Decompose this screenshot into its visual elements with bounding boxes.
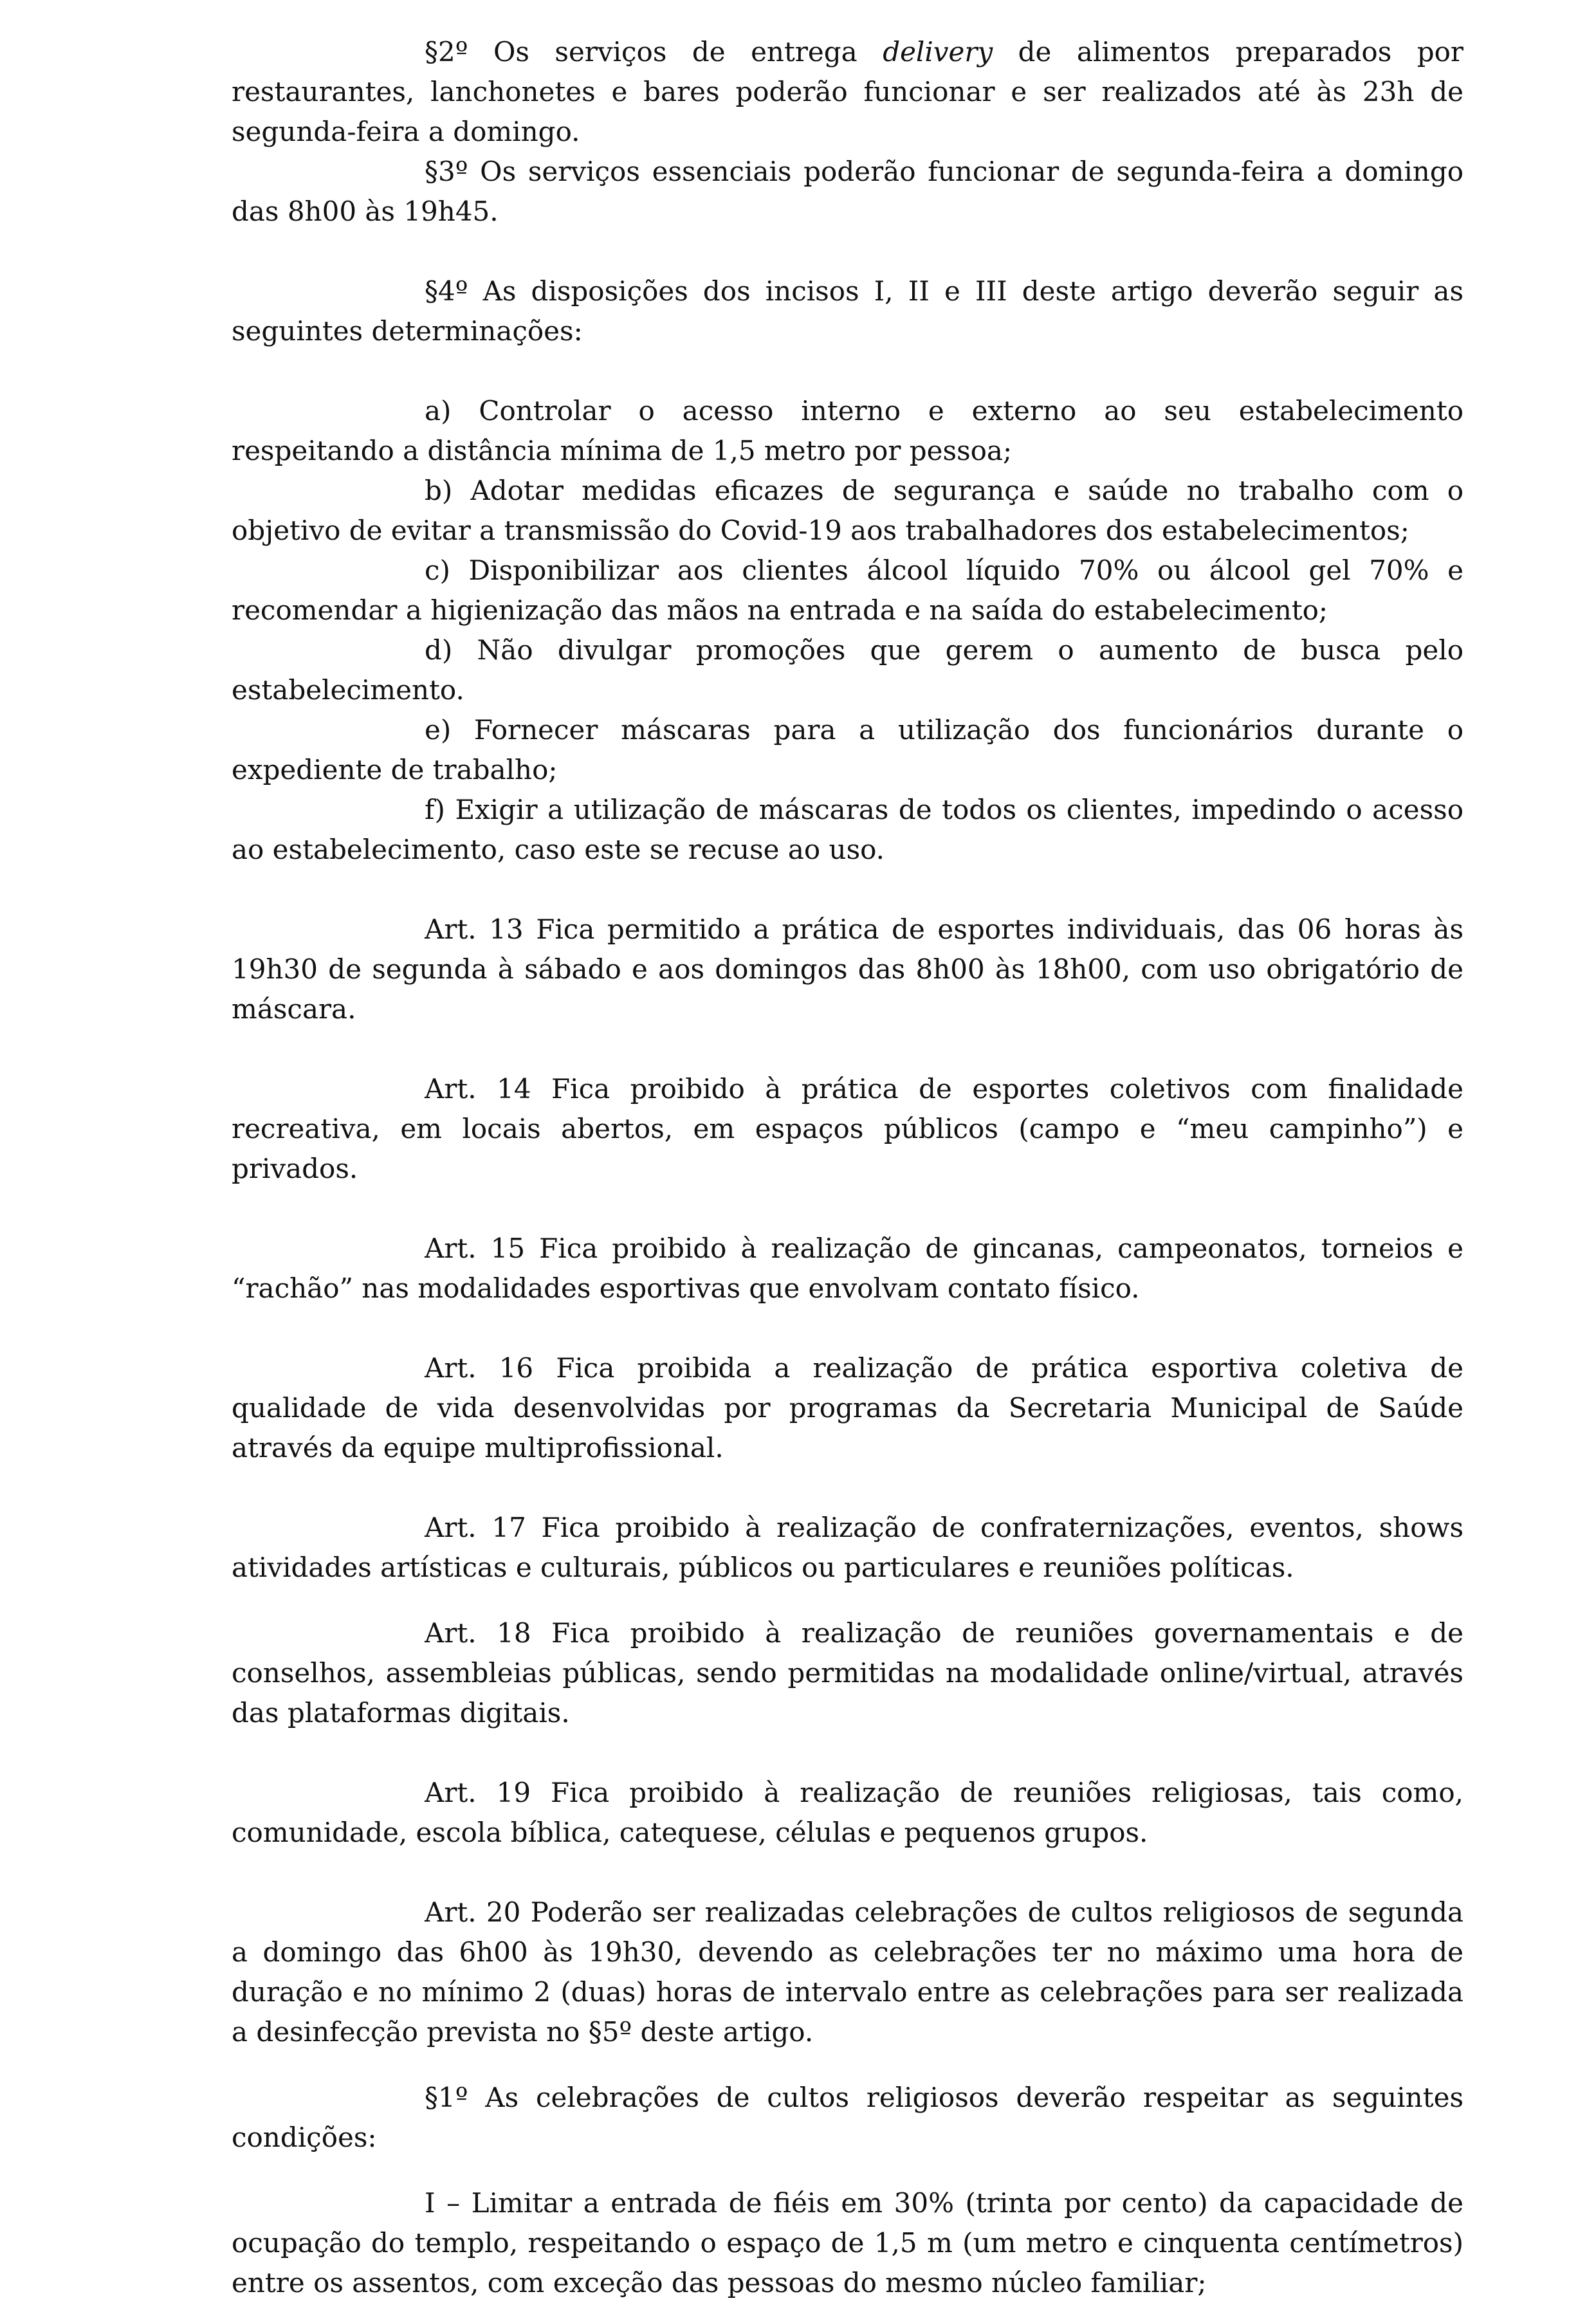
paragraph-3: §3º Os serviços essenciais poderão funcionar de segunda-feira a domingo das 8h00 às 19h45. [232,156,1463,227]
item-a: a) Controlar o acesso interno e externo ao seu estabelecimento respeitando a distância mínima de 1,5 metro por pessoa; [232,395,1463,466]
article-14: Art. 14 Fica proibido à prática de esportes coletivos com finalidade recreativa, em locais abertos, em espaços públicos (campo e “meu campinho”) e privados. [232,1073,1463,1184]
article-13: Art. 13 Fica permitido a prática de esportes individuais, das 06 horas às 19h30 de segunda à sábado e aos domingos das 8h00 às 18h00, com uso obrigatório de máscara. [232,913,1463,1025]
article-15: Art. 15 Fica proibido à realização de gincanas, campeonatos, torneios e “rachão” nas modalidades esportivas que envolvam contato físico. [232,1233,1463,1304]
document-page [232,32,1463,2303]
paragraph-2 [232,32,1463,152]
article-20: Art. 20 Poderão ser realizadas celebrações de cultos religiosos de segunda a domingo das 6h00 às 19h30, devendo as celebrações ter no máximo uma hora de duração e no mínimo 2 (duas) horas de intervalo entre as celebrações para ser realizada a desinfecção prevista no §5º deste artigo. [232,1896,1463,2048]
item-e: e) Fornecer máscaras para a utilização dos funcionários durante o expediente de trabalho; [232,714,1463,785]
article-20-paragraph-1: §1º As celebrações de cultos religiosos deverão respeitar as seguintes condições: [232,2082,1463,2153]
item-c: c) Disponibilizar aos clientes álcool líquido 70% ou álcool gel 70% e recomendar a higienização das mãos na entrada e na saída do estabelecimento; [232,555,1463,626]
item-d: d) Não divulgar promoções que gerem o aumento de busca pelo estabelecimento. [232,634,1463,706]
paragraph-2-delivery: delivery [883,36,993,68]
article-17: Art. 17 Fica proibido à realização de confraternizações, eventos, shows atividades artísticas e culturais, públicos ou particulares e reuniões políticas. [232,1512,1463,1583]
item-f: f) Exigir a utilização de máscaras de todos os clientes, impedindo o acesso ao estabelecimento, caso este se recuse ao uso. [232,794,1463,865]
paragraph-2-post: de alimentos preparados por restaurantes, lanchonetes e bares poderão funcionar e ser realizados até às 23h de segunda-feira a domingo. [232,36,1463,147]
item-b: b) Adotar medidas eficazes de segurança e saúde no trabalho com o objetivo de evitar a transmissão do Covid-19 aos trabalhadores dos estabelecimentos; [232,475,1463,546]
article-16: Art. 16 Fica proibida a realização de prática esportiva coletiva de qualidade de vida desenvolvidas por programas da Secretaria Municipal de Saúde através da equipe multiprofissional. [232,1352,1463,1463]
article-20-item-i: I – Limitar a entrada de fiéis em 30% (trinta por cento) da capacidade de ocupação do templo, respeitando o espaço de 1,5 m (um metro e cinquenta centímetros) entre os assentos, com exceção das pessoas do mesmo núcleo familiar; [232,2187,1463,2298]
article-18: Art. 18 Fica proibido à realização de reuniões governamentais e de conselhos, assembleias públicas, sendo permitidas na modalidade online/virtual, através das plataformas digitais. [232,1617,1463,1729]
article-19: Art. 19 Fica proibido à realização de reuniões religiosas, tais como, comunidade, escola bíblica, catequese, células e pequenos grupos. [232,1777,1463,1848]
paragraph-4: §4º As disposições dos incisos I, II e III deste artigo deverão seguir as seguintes determinações: [232,275,1463,347]
paragraph-2-pre: §2º Os serviços de entrega [425,36,883,68]
